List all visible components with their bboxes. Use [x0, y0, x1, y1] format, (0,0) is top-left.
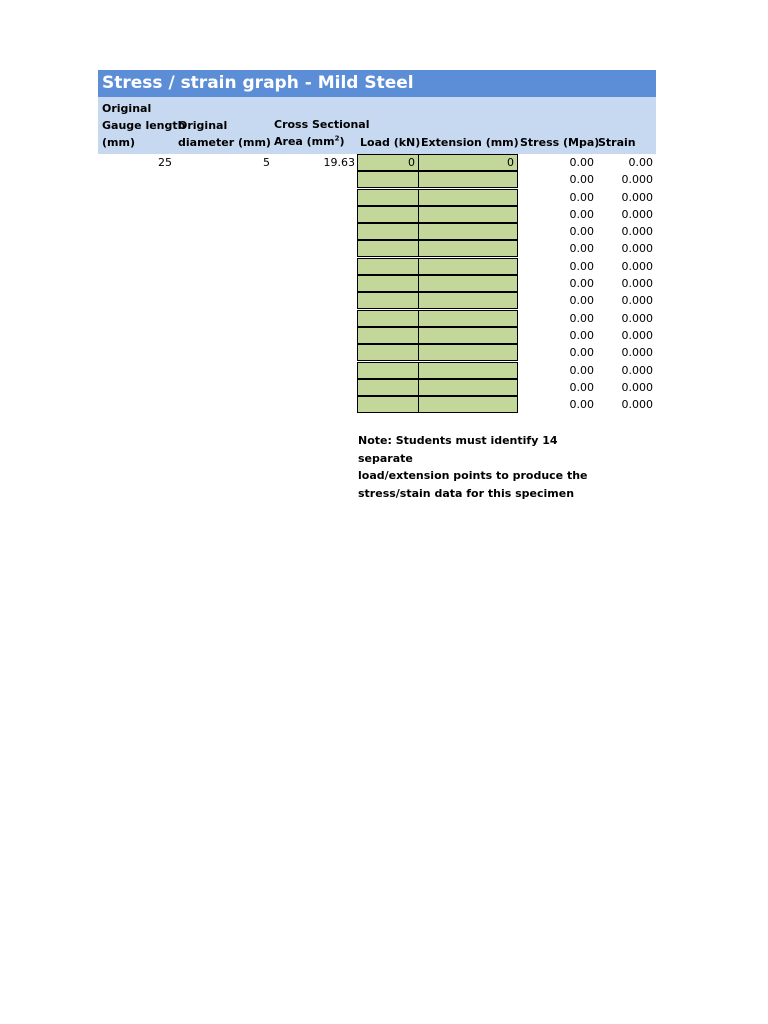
header-extension: Extension (mm) — [421, 136, 519, 149]
stress-value: 0.00 — [569, 225, 594, 239]
extension-input-cell[interactable] — [418, 396, 518, 413]
strain-value: 0.000 — [621, 398, 653, 412]
load-input-cell[interactable] — [357, 189, 419, 206]
header-area-superscript: 2 — [334, 134, 340, 143]
table-row — [98, 379, 656, 396]
diameter-value[interactable]: 5 — [263, 156, 270, 169]
load-input-cell[interactable] — [357, 362, 419, 379]
header-area — [274, 116, 370, 150]
header-stress: Stress (Mpa) — [520, 136, 600, 149]
header-load: Load (kN) — [360, 136, 421, 149]
stress-value: 0.00 — [569, 363, 594, 377]
header-gauge-length-line3: (mm) — [102, 136, 135, 149]
header-gauge-length-line1: Original — [102, 102, 152, 115]
table-row — [98, 327, 656, 344]
extension-input-cell[interactable] — [418, 292, 518, 309]
strain-value: 0.000 — [621, 207, 653, 221]
area-value: 19.63 — [323, 156, 355, 169]
extension-input-cell[interactable] — [418, 275, 518, 292]
stress-value: 0.00 — [569, 242, 594, 256]
extension-input-cell[interactable] — [418, 362, 518, 379]
sheet-title: Stress / strain graph - Mild Steel — [98, 70, 656, 97]
header-diameter-line2: diameter (mm) — [178, 136, 271, 149]
strain-value: 0.000 — [621, 311, 653, 325]
extension-input-cell[interactable] — [418, 171, 518, 188]
load-input-cell[interactable] — [357, 396, 419, 413]
extension-input-cell[interactable]: 0 — [418, 154, 518, 171]
header-strain: Strain — [598, 136, 636, 149]
extension-input-cell[interactable] — [418, 206, 518, 223]
extension-input-cell[interactable] — [418, 379, 518, 396]
instruction-note — [358, 432, 598, 502]
strain-value: 0.000 — [621, 173, 653, 187]
stress-value: 0.00 — [569, 311, 594, 325]
table-row — [98, 310, 656, 327]
header-diameter-line1: Original — [178, 119, 228, 132]
worksheet — [98, 70, 656, 500]
stress-value: 0.00 — [569, 259, 594, 273]
load-input-cell[interactable] — [357, 275, 419, 292]
table-row — [98, 258, 656, 275]
note-line1: Note: Students must identify 14 separate — [358, 434, 558, 465]
load-input-cell[interactable] — [357, 344, 419, 361]
strain-value: 0.000 — [621, 242, 653, 256]
note-line2: load/extension points to produce the — [358, 469, 588, 482]
load-input-cell[interactable]: 0 — [357, 154, 419, 171]
load-input-cell[interactable] — [357, 258, 419, 275]
load-input-cell[interactable] — [357, 310, 419, 327]
strain-value: 0.000 — [621, 328, 653, 342]
note-line3: stress/stain data for this specimen — [358, 486, 575, 500]
strain-value: 0.000 — [621, 346, 653, 360]
extension-input-cell[interactable] — [418, 310, 518, 327]
stress-value: 0.00 — [569, 294, 594, 308]
table-row — [98, 275, 656, 292]
table-row — [98, 396, 656, 413]
strain-value: 0.000 — [621, 294, 653, 308]
stress-value: 0.00 — [569, 328, 594, 342]
header-area-text: Area (mm — [274, 135, 335, 148]
stress-value: 0.00 — [569, 398, 594, 412]
extension-input-cell[interactable] — [418, 223, 518, 240]
table-row — [98, 154, 656, 171]
stress-value: 0.00 — [569, 346, 594, 360]
extension-input-cell[interactable] — [418, 240, 518, 257]
table-row — [98, 292, 656, 309]
column-header-band — [98, 97, 656, 154]
stress-value: 0.00 — [569, 190, 594, 204]
strain-value: 0.000 — [621, 190, 653, 204]
data-rows — [98, 154, 656, 413]
strain-value: 0.000 — [621, 363, 653, 377]
strain-value: 0.000 — [621, 277, 653, 291]
strain-value: 0.000 — [621, 380, 653, 394]
strain-value: 0.000 — [621, 259, 653, 273]
header-gauge-length — [102, 100, 185, 151]
table-row — [98, 240, 656, 257]
table-row — [98, 362, 656, 379]
header-area-close: ) — [339, 135, 345, 148]
extension-input-cell[interactable] — [418, 327, 518, 344]
header-gauge-length-line2: Gauge length — [102, 119, 186, 132]
stress-value: 0.00 — [569, 380, 594, 394]
table-row — [98, 206, 656, 223]
table-row — [98, 189, 656, 206]
stress-value: 0.00 — [569, 207, 594, 221]
gauge-length-value[interactable]: 25 — [158, 156, 172, 169]
table-row — [98, 171, 656, 188]
load-input-cell[interactable] — [357, 240, 419, 257]
header-area-line1: Cross Sectional — [274, 118, 370, 131]
load-input-cell[interactable] — [357, 206, 419, 223]
extension-input-cell[interactable] — [418, 258, 518, 275]
strain-value: 0.000 — [621, 225, 653, 239]
stress-value: 0.00 — [569, 156, 594, 169]
header-diameter — [178, 117, 271, 151]
strain-value: 0.00 — [628, 156, 653, 169]
extension-input-cell[interactable] — [418, 344, 518, 361]
load-input-cell[interactable] — [357, 327, 419, 344]
load-input-cell[interactable] — [357, 379, 419, 396]
load-input-cell[interactable] — [357, 292, 419, 309]
extension-input-cell[interactable] — [418, 189, 518, 206]
table-row — [98, 223, 656, 240]
table-row — [98, 344, 656, 361]
stress-value: 0.00 — [569, 277, 594, 291]
load-input-cell[interactable] — [357, 171, 419, 188]
header-area-line2 — [274, 133, 370, 150]
load-input-cell[interactable] — [357, 223, 419, 240]
stress-value: 0.00 — [569, 173, 594, 187]
